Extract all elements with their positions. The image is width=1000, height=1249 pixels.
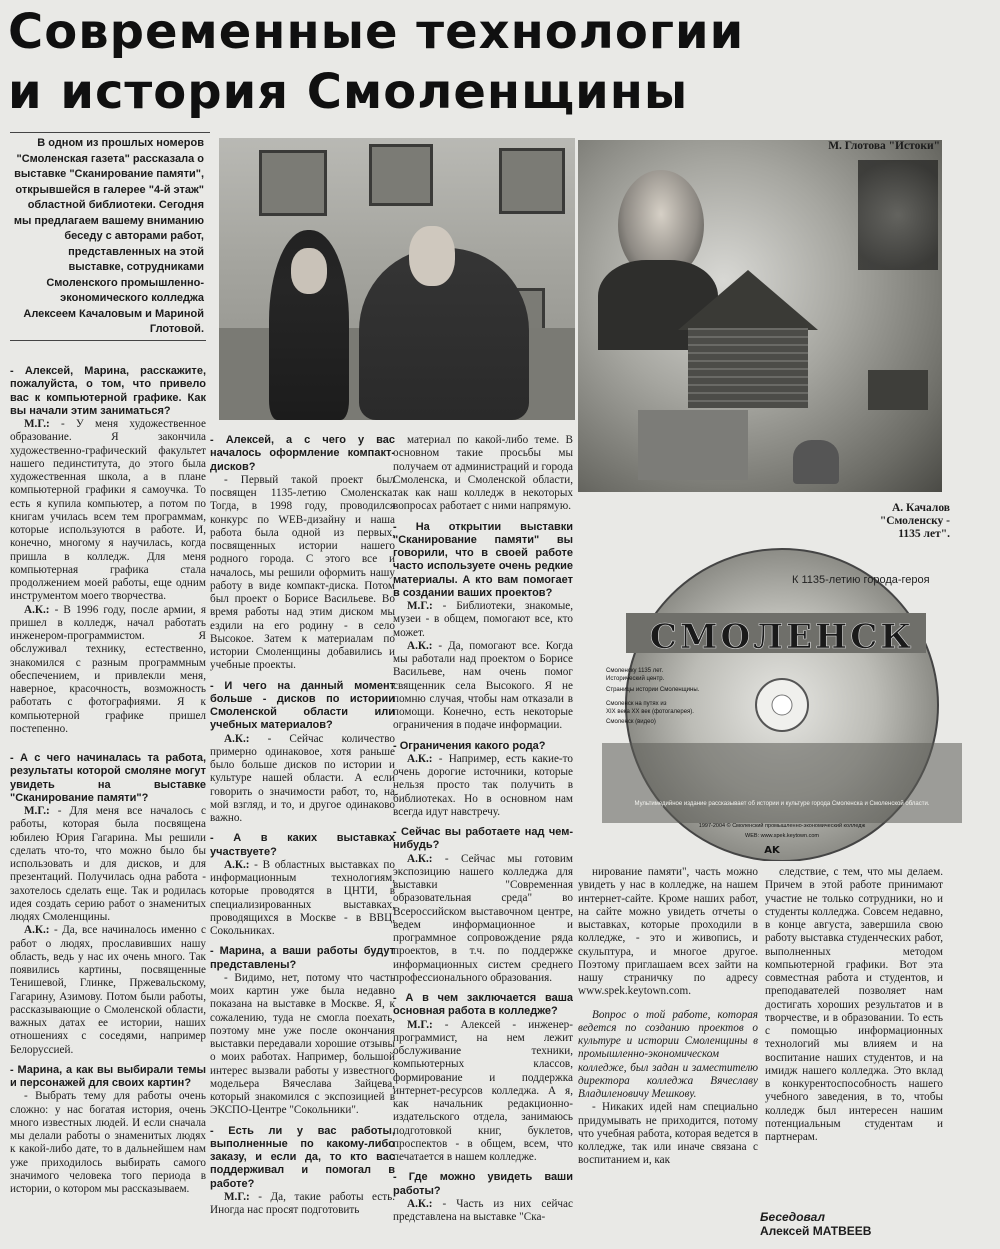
- column-1-top: [10, 365, 206, 740]
- cd-description: Мультимедийное издание рассказывает об истории и культуре города Смоленска и Смоленской области.: [634, 801, 930, 807]
- interview-answer: [10, 805, 206, 924]
- interview-question: - На открытии выставки "Сканирование памяти" вы говорили, что в своей работе часто используете очень редкие материалы. А кто вам помогает в создании ваших проектов?: [393, 520, 573, 599]
- interview-answer: [578, 1101, 758, 1167]
- answer-text: - Для меня все началось с работы, которая была посвящена юбилею Юрия Гагарина. Мы решили сделать что-то, что можно было бы использовать и для дисков, и для презентаций. Получилась одна работа - захотелось сделать еще. Так и родилась идея создать серию работ о знаменитых людях Смоленщины.: [10, 805, 206, 923]
- answer-text: - В областных выставках по информационным технологиям, которые проводятся в ЦНТИ, в специализированных выставках, проводящихся в Москве - в ВВЦ, Сокольниках.: [210, 858, 395, 937]
- headline-line-2: и история Смоленщины: [8, 64, 689, 120]
- interview-answer: [210, 972, 395, 1118]
- answer-text: - Сейчас количество примерно одинаковое, хотя раньше было больше дисков по истории и культуре нашей области. А если говорить о значимости работ, то, на мой взгляд, и то, и другое одинаково важно.: [210, 732, 395, 824]
- column-4: [578, 866, 758, 1246]
- interview-answer: [578, 866, 758, 999]
- interview-answer: [393, 753, 573, 819]
- speaker-label: А.К.:: [407, 752, 433, 765]
- speaker-label: А.К.:: [407, 639, 433, 652]
- interview-answer: [10, 418, 206, 604]
- interview-answer: [393, 1019, 573, 1165]
- interview-answer: [393, 600, 573, 640]
- interview-answer: [393, 640, 573, 733]
- speaker-label: М.Г.:: [224, 1190, 250, 1203]
- answer-text: - Первый такой проект был посвящен 1135-летию Смоленска. Тогда, в 1998 году, проводился конкурс по WEB-дизайну и наша работа была одной из первых, посвященных истории нашего родного города. С этого все и началось, мы решили оформить нашу работу в виде компакт-диска. Потом был проект о Борисе Васильеве. Во время работы над этим диском мы ездили на его родину - в село Высокое. Затем к материалам по истории Смоленщины добавились и учебные проекты.: [210, 473, 395, 672]
- answer-text: - Алексей - инженер-программист, на нем лежит обслуживание техники, компьютерных классов, формирование и поддержка интернет-ресурсов колледжа. А я, как начальник редакционно-издательского отдела, занимаюсь подготовкой книг, буклетов, проспектов - в общем, всем, что печатается в нашем колледже.: [393, 1018, 573, 1163]
- interview-question: - А в чем заключается ваша основная работа в колледже?: [393, 992, 573, 1018]
- cd-subtitle: К 1135-летию города-героя: [792, 574, 930, 586]
- interview-answer: [10, 924, 206, 1057]
- answer-text: - Выбрать тему для работы очень сложно: у нас богатая история, очень много известных людей. И если сначала мы делали работы о знаменитых людях к какой-либо дате, то в дальнейшем нам уже приходилось выбирать самого значимого человека того периода в истории, о котором мы рассказываем.: [10, 1090, 206, 1195]
- speaker-label: А.К.:: [224, 858, 250, 871]
- byline: [760, 1210, 871, 1238]
- caption-cd-art: А. Качалов "Смоленску - 1135 лет".: [879, 502, 950, 540]
- cd-footer: 1997-2004 © Смоленский промышленно-экономический колледж: [698, 823, 866, 829]
- speaker-label: А.К.:: [24, 603, 50, 616]
- interview-question: - Есть ли у вас работы, выполненные по какому-либо заказу, и если да, то кто вас поддерживал и помогал в работе?: [210, 1124, 395, 1190]
- interview-answer: [393, 434, 573, 514]
- speaker-label: М.Г.:: [24, 418, 50, 430]
- speaker-label: А.К.:: [407, 1197, 433, 1210]
- interview-answer: [210, 733, 395, 826]
- interview-question: - Сейчас вы работаете над чем-нибудь?: [393, 826, 573, 852]
- svg-text:ХIХ века ХХ век (фотогалерея).: ХIХ века ХХ век (фотогалерея).: [606, 709, 694, 715]
- intro-divider-top: [10, 132, 210, 133]
- byline-name: Алексей МАТВЕЕВ: [760, 1224, 872, 1238]
- intro-lead: В одном из прошлых номеров "Смоленская газета" рассказала о выставке "Сканирование памяти", открывшейся в галерее "4-й этаж" областной библиотеки. Сегодня мы предлагаем вашему вниманию беседу с авторами работ, представленных на этой выставке, сотрудниками Смоленского промышленно-экономического колледжа Алексеем Качаловым и Мариной Глотовой.: [13, 137, 204, 335]
- editor-note: Вопрос о той работе, которая ведется по созданию проектов о культуре и истории Смоленщины в промышленно-экономическом колледже, был задан и заместителю директора колледжа Вячеславу Владиленовичу Мешкову.: [578, 1008, 758, 1100]
- speaker-label: М.Г.:: [24, 805, 50, 817]
- interview-answer: [210, 474, 395, 673]
- interview-question: - Алексей, а с чего у вас началось оформление компакт-дисков?: [210, 434, 395, 473]
- speaker-label: А.К.:: [224, 732, 250, 745]
- cd-disc-image: [582, 543, 982, 861]
- column-5: [765, 866, 943, 1206]
- cd-logo: AK: [764, 845, 780, 856]
- cd-footer-web: WEB: www.spek.keytown.com: [745, 833, 819, 839]
- answer-text: - Сейчас мы готовим экспозицию нашего колледжа для выставки "Современная образовательная среда" во Всероссийском выставочном центре, ведем информационное и программное сопровождение ряда проектов, в т.ч. по поддержке информационных систем среднего профессионального образования.: [393, 852, 573, 984]
- byline-label: Беседовал: [760, 1210, 825, 1224]
- cd-title: СМОЛЕНСК: [649, 617, 915, 657]
- interview-answer: [10, 604, 206, 737]
- speaker-label: М.Г.:: [407, 600, 433, 612]
- authors-photo: [219, 138, 575, 420]
- column-2: [210, 434, 395, 1242]
- artwork-istoki: [578, 140, 942, 492]
- answer-text: - Например, есть какие-то очень дорогие источники, которые нельзя просто так получить в библиотеках. Но в основном нам всегда идут навстречу.: [393, 752, 573, 818]
- interview-question: - Марина, а ваши работы будут представлены?: [210, 945, 395, 971]
- interview-question: - И чего на данный момент больше - дисков по истории Смоленской области или учебных материалов?: [210, 679, 395, 732]
- answer-text: - Да, все начиналось именно с работ о людях, прославивших нашу область, ведь у нас их очень много. Так появились картины, посвященные Тенишевой, Глинке, Пржевальскому, Гагарину, Азимову. Потом были работы, рассказывающие о Смоленской области, важных датах ее истории, наших отношениях с соседями, например Белоруссией.: [10, 924, 206, 1056]
- speaker-label: М.Г.:: [407, 1018, 433, 1031]
- answer-text: следствие, с тем, что мы делаем. Причем в этой работе принимают участие не только сотрудники, но и студенты колледжа. Совсем недавно, в конце августа, завершила свою работу выставка студенческих работ, выполненных методом компьютерной графики. Вот эта совместная работа и студентов, и преподавателей позволяет нам достигать хороших результатов и в творчестве, и в образовании. То есть с помощью информационных технологий мы влияем и на воспитание наших студентов, и на имидж нашего колледжа. Это вклад в конкурентоспособность нашего учебного заведения, в то, чтобы колледж был интересен нашим потенциальным студентам и партнерам.: [765, 866, 943, 1143]
- interview-question: - А в каких выставках участвуете?: [210, 832, 395, 858]
- svg-text:Страницы истории Смоленщины.: Страницы истории Смоленщины.: [606, 687, 700, 693]
- speaker-label: А.К.:: [24, 924, 50, 937]
- interview-answer: [10, 1090, 206, 1196]
- interview-question: - Алексей, Марина, расскажите, пожалуйста, о том, что привело вас к компьютерной графике. Как вы начали этим заниматься?: [10, 365, 206, 417]
- answer-text: - Видимо, нет, потому что часть моих картин уже была недавно показана на выставке в Москве. Я, к сожалению, туда не смогла поехать, поэтому мне уже после окончания выставки передавали хорошие отзывы о моих работах. Например, большой интерес вызвали работы у известного модельера Вячеслава Зайцева, который знакомился с экспозицией в ЭКСПО-Центре "Сокольники".: [210, 971, 395, 1117]
- answer-text: - Библиотеки, знакомые, музеи - в общем, помогают все, кто может.: [393, 600, 573, 639]
- interview-answer: [765, 866, 943, 1144]
- answer-text: - Да, такие работы есть. Иногда нас просят подготовить: [210, 1190, 395, 1216]
- answer-text: - Часть из них сейчас представлена на выставке "Ска-: [393, 1197, 573, 1223]
- svg-text:Смоленску 1135 лет.: Смоленску 1135 лет.: [606, 668, 664, 674]
- column-3: [393, 434, 573, 1242]
- interview-answer: [393, 853, 573, 986]
- svg-text:Смоленск на путях из: Смоленск на путях из: [606, 701, 667, 707]
- answer-text: - Да, помогают все. Когда мы работали над проектом о Борисе Васильеве, нам очень помог священник села Высокого. Я не помню случая, чтобы нам отказали в помощи. Конечно, есть некоторые ограничения в подаче информации.: [393, 639, 573, 732]
- interview-question: - Ограничения какого рода?: [393, 739, 546, 752]
- svg-text:Исторический центр.: Исторический центр.: [606, 676, 665, 682]
- answer-text: материал по какой-либо теме. В основном такие просьбы мы получаем от администраций и города Смоленска, и Смоленской области, так как наш колледж в некоторых вопросах работает с ними напрямую.: [393, 434, 573, 513]
- headline: [8, 2, 993, 122]
- interview-question: - Где можно увидеть ваши работы?: [393, 1171, 573, 1197]
- interview-question: - А с чего начиналась та работа, результаты которой смоляне могут увидеть на выставке "Сканирование памяти"?: [10, 752, 206, 804]
- speaker-label: А.К.:: [407, 852, 433, 865]
- answer-text: - В 1996 году, после армии, я пришел в колледж, начал работать инженером-программистом. Я обслуживал технику, естественно, знакомился с разным программным обеспечением, и привлекли меня, наверное, красочность, возможность работать с фотографиями. Я к компьютерной графике пришел постепенно.: [10, 603, 206, 735]
- interview-answer: [210, 859, 395, 939]
- interview-question: - Марина, а как вы выбирали темы и персонажей для своих картин?: [10, 1063, 206, 1089]
- column-1-bottom: [10, 752, 206, 1242]
- headline-line-1: Современные технологии: [8, 4, 745, 60]
- caption-istoki: М. Глотова "Истоки": [828, 140, 940, 152]
- answer-text: - У меня художественное образование. Я закончила художественно-графический факультет нашего пединститута, до этого была художественная школа, а в плане компьютерной графики я самоучка. То есть я купила компьютер, а потом по книгам училась всем тем программам, которые используются в работе. И, конечно, многому я научилась, когда пришла в колледж. Для меня компьютерная графика стала продолжением моей работы, еще одним инструментом моего творчества.: [10, 418, 206, 603]
- answer-text: нирование памяти", часть можно увидеть у нас в колледже, на нашем интернет-сайте. Кроме наших работ, на сайте можно увидеть отчеты о выставках, которые проходили в колледже, - это и живопись, и скульптура, и многое другое. Поэтому приглашаем всех зайти на нашу страничку по адресу www.spek.keytown.com.: [578, 866, 758, 998]
- answer-text: - Никаких идей нам специально придумывать не приходится, потому что учебная работа, которая ведется в колледже, так или иначе связана с воспитанием и, как: [578, 1101, 758, 1167]
- svg-text:Смоленск (видео): Смоленск (видео): [606, 719, 656, 725]
- interview-answer: [393, 1198, 573, 1225]
- interview-answer: [210, 1191, 395, 1218]
